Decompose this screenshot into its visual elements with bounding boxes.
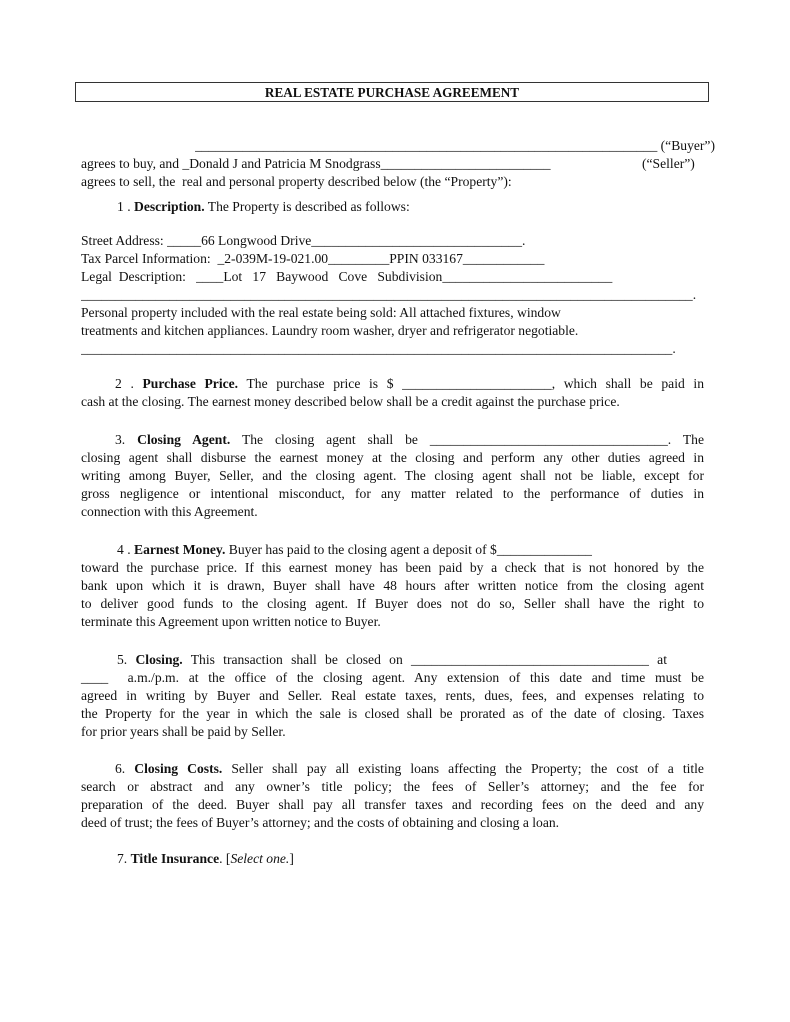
section-4-line: [117, 541, 592, 559]
section-number: 6.: [115, 761, 126, 776]
section-5-line: ____ a.m./p.m. at the office of the closing agent. Any extension of this date and time must be: [81, 670, 704, 685]
seller-line: agrees to buy, and _Donald J and Patricia M Snodgrass_________________________: [81, 156, 551, 171]
section-text: Seller shall pay all existing loans affecting the Property; the cost of a title: [231, 761, 704, 776]
section-title: Earnest Money.: [134, 542, 226, 557]
seller-label: (“Seller”): [642, 156, 695, 171]
section-4-line: terminate this Agreement upon written notice to Buyer.: [81, 614, 381, 629]
section-title: Title Insurance: [130, 851, 220, 866]
section-6-line: deed of trust; the fees of Buyer’s attorney; and the costs of obtaining and closing a loan.: [81, 815, 560, 830]
section-3-line: [115, 431, 704, 449]
section-4-line: bank upon which it is drawn, Buyer shall have 48 hours after written notice from the closing agent: [81, 578, 704, 593]
street-address-line: Street Address: _____66 Longwood Drive_______________________________.: [81, 233, 526, 248]
section-number: 5.: [117, 652, 128, 667]
punctuation: ]: [289, 851, 294, 866]
section-5-line: agreed in writing by Buyer and Seller. Real estate taxes, rents, dues, fees, and expenses relating to: [81, 688, 704, 703]
agrees-to-sell-line: agrees to sell, the real and personal property described below (the “Property”):: [81, 174, 512, 189]
section-text: The purchase price is $ ______________________, which shall be paid in: [246, 376, 704, 391]
tax-parcel-line: Tax Parcel Information: _2-039M-19-021.00_________PPIN 033167____________: [81, 251, 545, 266]
section-5-line: the Property for the year in which the sale is closed shall be prorated as of the date of closing. Taxes: [81, 706, 704, 721]
buyer-line: ____________________________________________________________________ (“Buyer”): [195, 138, 715, 153]
section-number: 7.: [117, 851, 128, 866]
section-title: Closing Agent.: [137, 432, 231, 447]
section-3-line: closing agent shall disburse the earnest money at the closing and perform any other duties agreed in: [81, 450, 704, 465]
section-number: 2 .: [115, 376, 134, 391]
section-title: Purchase Price.: [142, 376, 239, 391]
document-title: REAL ESTATE PURCHASE AGREEMENT: [75, 82, 709, 102]
section-title: Description.: [134, 199, 205, 214]
section-text: The closing agent shall be ___________________________________. The: [241, 432, 704, 447]
section-6-line: preparation of the deed. Buyer shall pay all transfer taxes and recording fees on the deed and any: [81, 797, 704, 812]
section-3-line: gross negligence or intentional misconduct, for any matter related to the performance of duties in: [81, 486, 704, 501]
section-6-line: search or abstract and any owner’s title policy; the fees of Seller’s attorney; and the fee for: [81, 779, 704, 794]
legal-description-line: Legal Description: ____Lot 17 Baywood Cove Subdivision_________________________: [81, 269, 613, 284]
section-3-line: connection with this Agreement.: [81, 504, 258, 519]
section-text: Buyer has paid to the closing agent a deposit of $______________: [228, 542, 592, 557]
section-number: 3.: [115, 432, 126, 447]
section-4-line: to deliver good funds to the closing agent. If Buyer does not do so, Seller shall have the right to: [81, 596, 704, 611]
section-number: 4 .: [117, 542, 131, 557]
section-5-line: for prior years shall be paid by Seller.: [81, 724, 286, 739]
section-text: This transaction shall be closed on ___________________________________ at: [190, 652, 667, 667]
section-text: The Property is described as follows:: [207, 199, 410, 214]
section-2-line: cash at the closing. The earnest money described below shall be a credit against the purchase price.: [81, 394, 620, 409]
section-1-heading: [117, 198, 410, 216]
blank-line: __________________________________________________________________________________________.: [81, 287, 697, 302]
blank-line: _______________________________________________________________________________________.: [81, 341, 676, 356]
section-4-line: toward the purchase price. If this earnest money has been paid by a check that is not honored by the: [81, 560, 704, 575]
section-title: Closing Costs.: [134, 761, 223, 776]
section-2-line: [115, 375, 704, 393]
section-number: 1 .: [117, 199, 131, 214]
section-7-line: [117, 850, 294, 868]
instruction-text: Select one.: [230, 851, 290, 866]
personal-property-line: treatments and kitchen appliances. Laundry room washer, dryer and refrigerator negotiable.: [81, 323, 579, 338]
section-3-line: writing among Buyer, Seller, and the closing agent. The closing agent shall not be liable, except for: [81, 468, 704, 483]
section-title: Closing.: [135, 652, 183, 667]
section-6-line: [115, 760, 704, 778]
section-5-line: [117, 651, 667, 669]
personal-property-line: Personal property included with the real estate being sold: All attached fixtures, window: [81, 305, 561, 320]
punctuation: . [: [219, 851, 231, 866]
